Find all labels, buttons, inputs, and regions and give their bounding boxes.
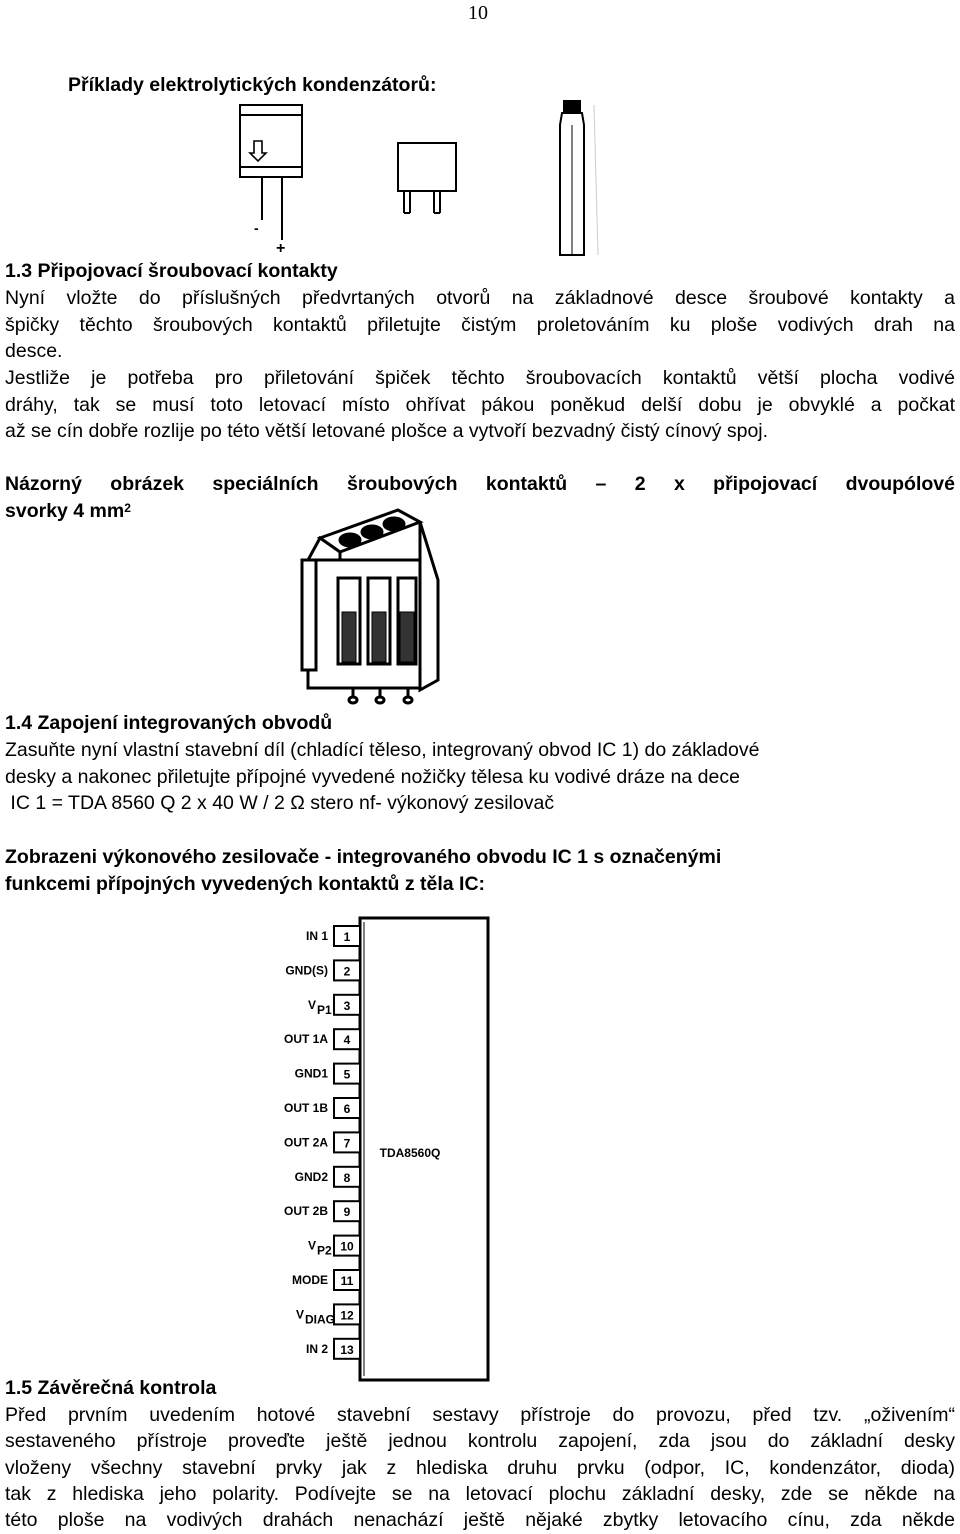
ic-pin-number: 2 [343, 964, 351, 979]
section-1-4-line-1: Zasuňte nyní vlastní stavební díl (chladící těleso, integrovaný obvod IC 1) do základové [5, 739, 760, 761]
section-1-5-line-4: tak z hlediska jeho polarity. Podívejte se na letovací plochu základní desky, zde se někde na [5, 1483, 955, 1505]
section-1-5-line-3: vloženy všechny stavební prvky jak z hlediska druhu prvku (odpor, IC, kondenzátor, dioda) [5, 1457, 955, 1479]
radial-capacitor-image [240, 105, 302, 240]
section-1-3-paragraph-1-line-2: špičky těchto šroubových kontaktů přiletujte čistým proletováním ku ploše vodivých drah na [5, 314, 955, 336]
ic-pin-label: GND2 [294, 1169, 328, 1184]
ic-pin-number: 7 [343, 1136, 351, 1151]
examples-heading: Příklady elektrolytických kondenzátorů: [68, 74, 437, 96]
section-1-3-paragraph-1-line-1: Nyní vložte do příslušných předvrtaných otvorů na základnové desce šroubové kontakty a [5, 287, 955, 309]
ic-pin-number: 3 [343, 998, 351, 1013]
terminal-figure-caption-line-2: svorky 4 $mm^2$ [5, 500, 131, 522]
section-1-3-paragraph-2-line-1: Jestliže je potřeba pro přiletování špiček těchto šroubovacích kontaktů větší plocha vodivé [5, 367, 955, 389]
ic-pin-number: 4 [343, 1033, 351, 1048]
ic-pin-label-subscript: P1 [317, 1002, 332, 1017]
ic-pin-label: OUT 2A [283, 1135, 328, 1150]
ic-pin-number: 12 [340, 1308, 354, 1323]
ic-pin-label: GND(S) [285, 963, 328, 978]
ic-pin-label-subscript: P2 [317, 1243, 332, 1258]
ic-pin-label: V [295, 1307, 304, 1322]
ic-pin-number: 13 [340, 1342, 354, 1357]
ic-pin-label: OUT 1B [283, 1101, 328, 1115]
ic-pin-number: 5 [343, 1067, 351, 1082]
screw-terminal-image [298, 500, 458, 710]
plus-mark: + [276, 240, 286, 257]
section-1-5-line-5: této ploše na vodivých drahách nenachází ještě nějaké zbytky letovacího cínu, zda někde [5, 1509, 955, 1531]
ic-pin-number: 6 [343, 1102, 351, 1116]
section-1-3-paragraph-2-line-3: až se cín dobře rozlije po této větší letované plošce a vytvoří bezvadný čistý cínový spoj. [5, 420, 769, 442]
box-capacitor-image [398, 143, 456, 213]
ic-pin-label: IN 2 [305, 1341, 328, 1356]
ic-pin-number: 9 [343, 1205, 351, 1220]
section-1-3-title: 1.3 Připojovací šroubovací kontakty [5, 260, 338, 282]
section-1-3-paragraph-2-line-2: dráhy, tak se musí toto letovací místo ohřívat pákou poněkud delší dobu je obvyklé a počkat [5, 394, 955, 416]
ic-pin-number: 1 [343, 930, 351, 944]
ic-figure-caption-line-1: Zobrazeni výkonového zesilovače - integrovaného obvodu IC 1 s označenými [5, 846, 722, 868]
section-1-4-line-2: desky a nakonec přiletujte přípojné vyvedené nožičky tělesa ku vodivé dráze na dece [5, 766, 740, 788]
ic-pin-number: 10 [340, 1239, 354, 1254]
ic-pin-label: GND1 [294, 1066, 328, 1081]
ic-pin-label: IN 1 [305, 929, 328, 943]
ic-pin-number: 8 [343, 1170, 351, 1185]
ic-pin-label: V [307, 1238, 316, 1253]
ic-figure-caption-line-2: funkcemi přípojných vyvedených kontaktů z těla IC: [5, 873, 486, 895]
ic-pin-number: 11 [340, 1274, 354, 1288]
ic-pinout-diagram [260, 910, 500, 1390]
section-1-4-title: 1.4 Zapojení integrovaných obvodů [5, 712, 333, 734]
ic-pin-label: MODE [292, 1273, 328, 1287]
section-1-5-line-2: sestaveného přístroje proveďte ještě jednou kontrolu zapojení, zda jsou do základní desky [5, 1430, 955, 1452]
tall-capacitor-image [560, 101, 598, 255]
minus-mark: - [254, 220, 259, 236]
terminal-figure-caption-line-1: Názorný obrázek speciálních šroubových kontaktů – 2 x připojovací dvoupólové [5, 473, 955, 495]
ic-name: TDA8560Q [379, 1146, 441, 1160]
superscript-2: 2 [124, 501, 131, 515]
ic-pin-label: V [307, 997, 316, 1012]
ic-pin-label: OUT 1A [283, 1032, 328, 1047]
capacitor-illustrations [0, 95, 960, 260]
section-1-3-paragraph-1-line-3: desce. [5, 340, 63, 362]
section-1-5-line-1: Před prvním uvedením hotové stavební sestavy přístroje do provozu, před tzv. „oživením“ [5, 1404, 955, 1426]
ic-pin-label-subscript: DIAG [305, 1312, 335, 1327]
section-1-4-line-3: IC 1 = TDA 8560 Q 2 x 40 W / 2 Ω stero nf- výkonový zesilovač [5, 792, 555, 814]
section-1-5-title: 1.5 Závěrečná kontrola [5, 1377, 217, 1399]
page-number: 10 [468, 2, 488, 24]
ic-pin-label: OUT 2B [283, 1204, 328, 1219]
